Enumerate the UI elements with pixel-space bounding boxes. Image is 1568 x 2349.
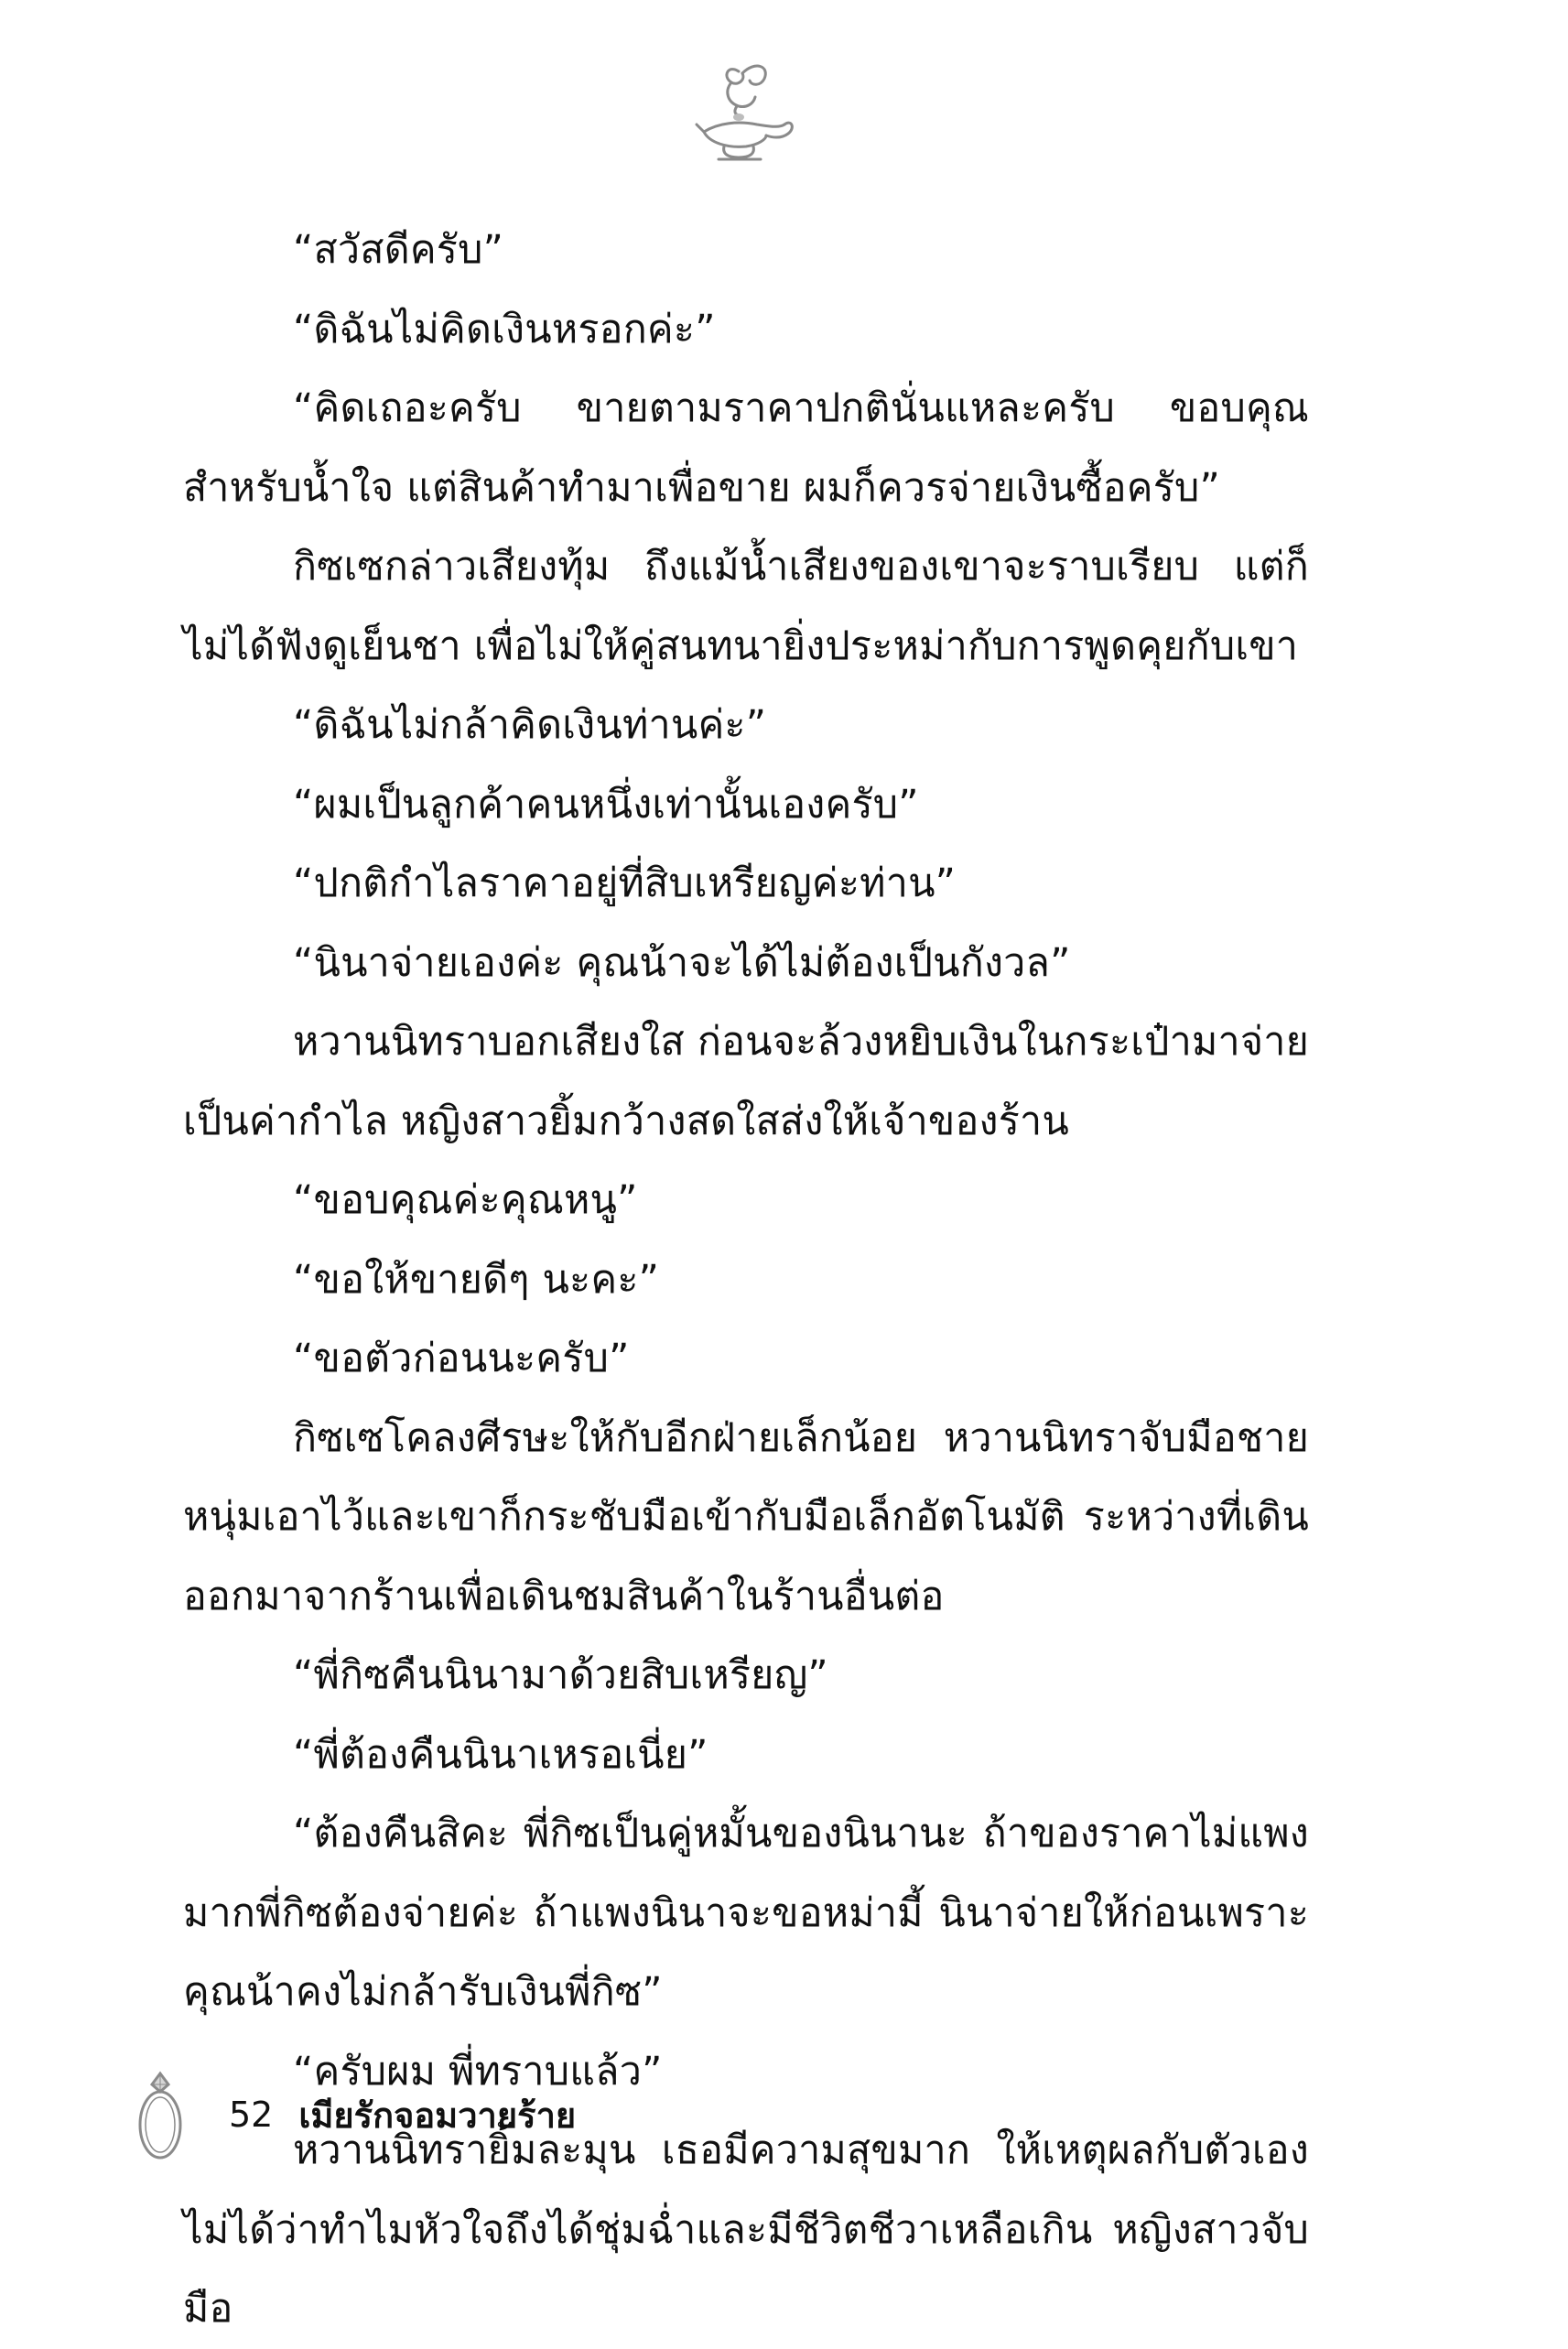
dialogue-line: “ดิฉันไม่กล้าคิดเงินท่านค่ะ”	[293, 702, 767, 748]
book-title: เมียรักจอมวายร้าย	[298, 2095, 577, 2136]
dialogue-line: “นินาจ่ายเองค่ะ คุณน้าจะได้ไม่ต้องเป็นกังวล”	[293, 939, 1071, 986]
dialogue-line: “ขอตัวก่อนนะครับ”	[293, 1336, 630, 1381]
body-text	[183, 211, 1309, 2349]
narration-paragraph: กิซเซกล่าวเสียงทุ้ม ถึงแม้น้ำเสียงของเขาจะราบเรียบ แต่ก็ไม่ได้ฟังดูเย็นชา เพื่อไม่ให้คู่สนทนายิ่งประหม่ากับการพูดคุยกับเขา	[183, 544, 1309, 669]
dialogue-line: “ครับผม พี่ทราบแล้ว”	[293, 2048, 663, 2095]
narration-paragraph: กิซเซโคลงศีรษะให้กับอีกฝ่ายเล็กน้อย หวานนิทราจับมือชายหนุ่มเอาไว้และเขาก็กระชับมือเข้ากับมือเล็กอัตโนมัติ ระหว่างที่เดินออกมาจากร้านเพื่อเดินชมสินค้าในร้านอื่นต่อ	[183, 1414, 1309, 1619]
narration-paragraph: หวานนิทรายิ้มละมุน เธอมีความสุขมาก ให้เหตุผลกับตัวเองไม่ได้ว่าทำไมหัวใจถึงได้ชุ่มฉ่ำและมีชีวิตชีวาเหลือเกิน หญิงสาวจับมือ	[183, 2127, 1309, 2332]
dialogue-line: “ปกติกำไลราคาอยู่ที่สิบเหรียญค่ะท่าน”	[293, 861, 957, 906]
dialogue-paragraph: “ต้องคืนสิคะ พี่กิซเป็นคู่หมั้นของนินานะ ถ้าของราคาไม่แพงมากพี่กิซต้องจ่ายค่ะ ถ้าแพงนินาจะขอหม่ามี้ นินาจ่ายให้ก่อนเพราะคุณน้าคงไม่กล้ารับเงินพี่กิซ”	[183, 1811, 1309, 2015]
dialogue-line: “ดิฉันไม่คิดเงินหรอกค่ะ”	[293, 306, 716, 352]
page-number: 52	[229, 2095, 274, 2135]
genie-lamp-icon	[682, 55, 801, 174]
dialogue-line: “พี่ต้องคืนนินาเหรอเนี่ย”	[293, 1731, 708, 1778]
dialogue-line: “สวัสดีครับ”	[293, 227, 504, 273]
page-footer	[128, 2064, 576, 2165]
dialogue-paragraph: “คิดเถอะครับ ขายตามราคาปกตินั่นแหละครับ ขอบคุณสำหรับน้ำใจ แต่สินค้าทำมาเพื่อขาย ผมก็ควรจ่ายเงินซื้อครับ”	[183, 385, 1309, 511]
dialogue-line: “พี่กิซคืนนินามาด้วยสิบเหรียญ”	[293, 1652, 828, 1698]
dialogue-line: “ขอให้ขายดีๆ นะคะ”	[293, 1256, 660, 1303]
dialogue-line: “ผมเป็นลูกค้าคนหนึ่งเท่านั้นเองครับ”	[293, 781, 919, 828]
diamond-ring-icon	[128, 2064, 192, 2165]
dialogue-line: “ขอบคุณค่ะคุณหนู”	[293, 1177, 638, 1223]
narration-paragraph: หวานนิทราบอกเสียงใส ก่อนจะล้วงหยิบเงินในกระเป๋ามาจ่ายเป็นค่ากำไล หญิงสาวยิ้มกว้างสดใสส่งให้เจ้าของร้าน	[183, 1019, 1309, 1144]
